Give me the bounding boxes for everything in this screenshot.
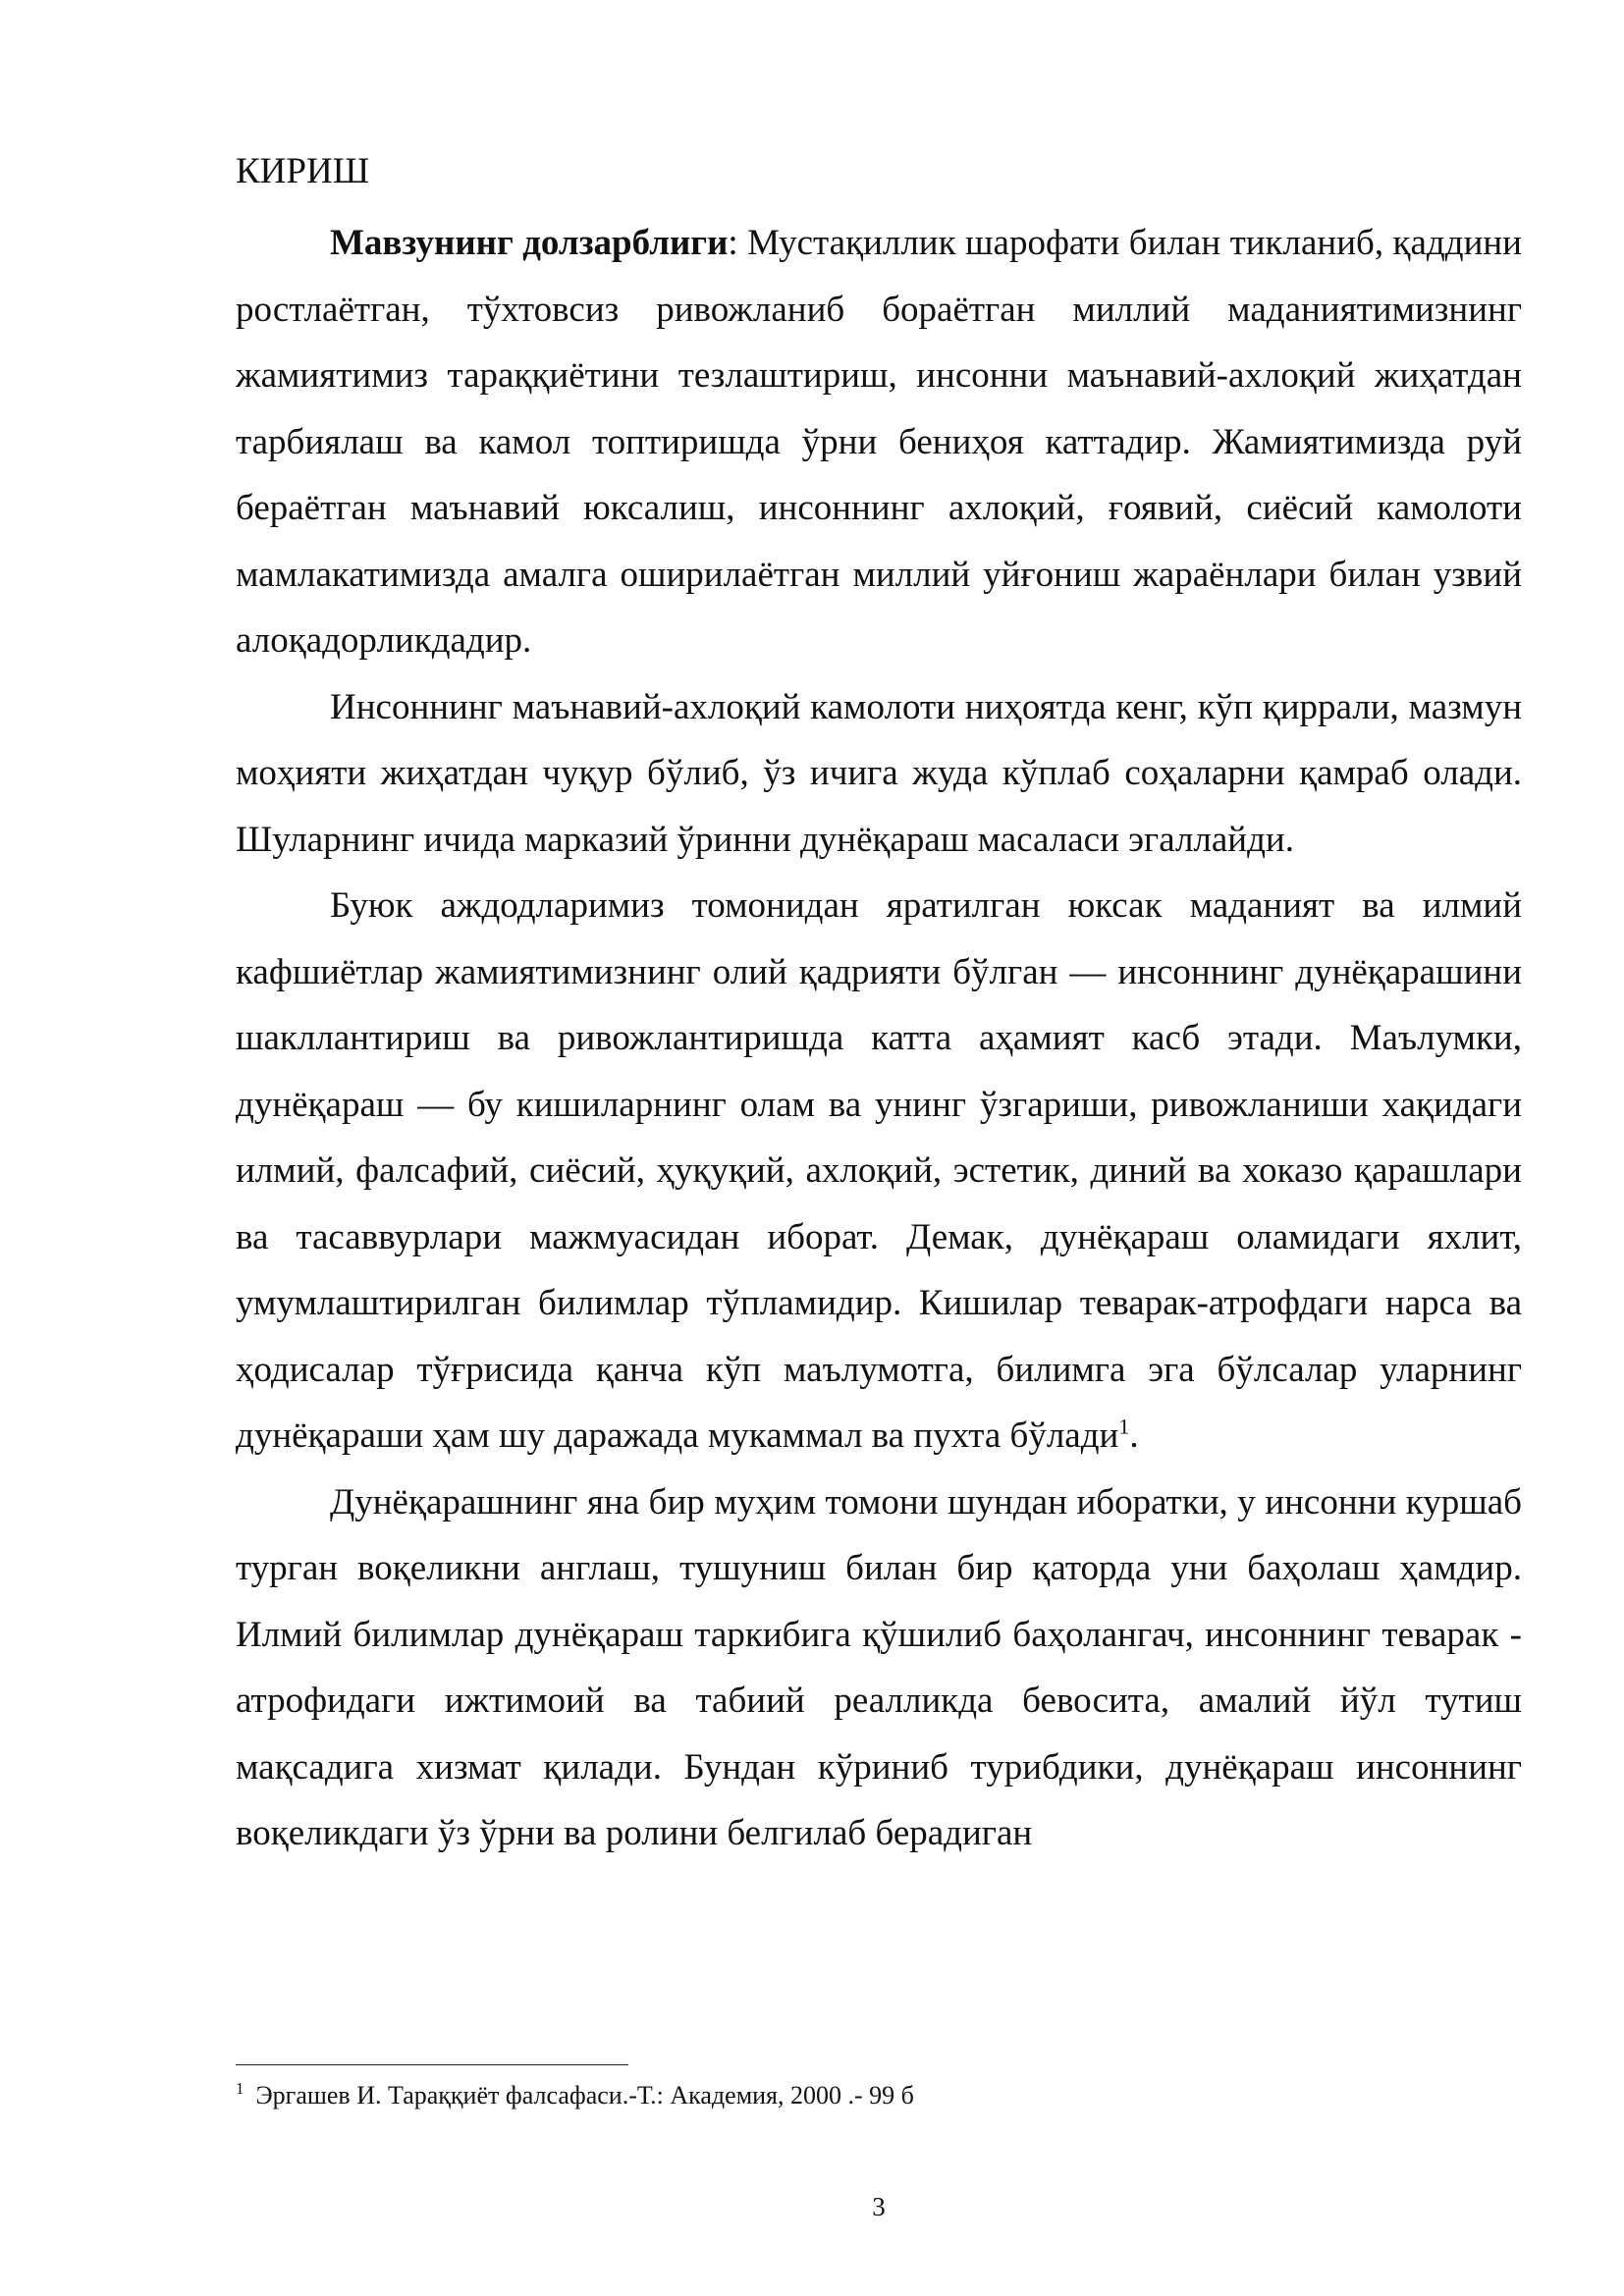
- footnote-text: Эргашев И. Тараққиёт фалсафаси.-Т.: Академия, 2000 .- 99 б: [255, 2081, 914, 2109]
- paragraph-lead: Мавзунинг долзарблиги: [330, 223, 729, 263]
- section-heading: КИРИШ: [236, 151, 370, 191]
- paragraph-text: Буюк аждодларимиз томонидан яратилган юксак маданият ва илмий кафшиётлар жамиятимизнинг олий қадрияти бўлган — инсоннинг дунёқарашини шакллантириш ва ривожлантиришда катта аҳамият касб этади. Маълумки, дунёқараш — бу кишиларнинг олам ва унинг ўзгариши, ривожланиши хақидаги илмий, фалсафий, сиёсий, ҳуқуқий, ахлоқий, эстетик, диний ва хоказо қарашлари ва тасаввурлари мажмуасидан иборат. Демак, дунёқараш оламидаги яхлит, умумлаштирилган билимлар тўпламидир. Кишилар теварак-атрофдаги нарса ва ҳодисалар тўғрисида қанча кўп маълумотга, билимга эга бўлсалар уларнинг дунёқараши ҳам шу даражада мукаммал ва пухта бўлади: [236, 885, 1522, 1456]
- paragraph-tail: .: [1129, 1415, 1139, 1456]
- footnote-separator: [236, 2064, 628, 2065]
- paragraph-2: [236, 674, 1522, 874]
- paragraph-text: Дунёқарашнинг яна бир муҳим томони шундан иборатки, у инсонни куршаб турган воқеликни англаш, тушуниш билан бир қаторда уни баҳолаш ҳамдир. Илмий билимлар дунёқараш таркибига қўшилиб баҳолангач, инсоннинг теварак - атрофидаги ижтимоий ва табиий реалликда бевосита, амалий йўл тутиш мақсадига хизмат қилади. Бундан кўриниб турибдики, дунёқараш инсоннинг воқеликдаги ўз ўрни ва ролини белгилаб берадиган: [236, 1481, 1522, 1853]
- paragraph-1: [236, 210, 1522, 674]
- footnote-reference[interactable]: 1: [1118, 1414, 1130, 1439]
- paragraph-text: : Мустақиллик шарофати билан тикланиб, қаддини ростлаётган, тўхтовсиз ривожланиб бораётган миллий маданиятимизнинг жамиятимиз тараққиётини тезлаштириш, инсонни маънавий-ахлоқий жиҳатдан тарбиялаш ва камол топтиришда ўрни бениҳоя каттадир. Жамиятимизда руй бераётган маънавий юксалиш, инсоннинг ахлоқий, ғоявий, сиёсий камолоти мамлакатимизда амалга оширилаётган миллий уйғониш жараёнлари билан узвий алоқадорликдадир.: [236, 223, 1522, 661]
- footnote-marker: 1: [236, 2079, 244, 2099]
- body-text: [236, 210, 1522, 1867]
- paragraph-4: [236, 1469, 1522, 1867]
- footnote: [236, 2079, 1522, 2112]
- paragraph-3: [236, 873, 1522, 1469]
- paragraph-text: Инсоннинг маънавий-ахлоқий камолоти ниҳоятда кенг, кўп қиррали, мазмун моҳияти жиҳатдан чуқур бўлиб, ўз ичига жуда кўплаб соҳаларни қамраб олади. Шуларнинг ичида марказий ўринни дунёқараш масаласи эгаллайди.: [236, 686, 1522, 860]
- page-number: 3: [872, 2192, 886, 2221]
